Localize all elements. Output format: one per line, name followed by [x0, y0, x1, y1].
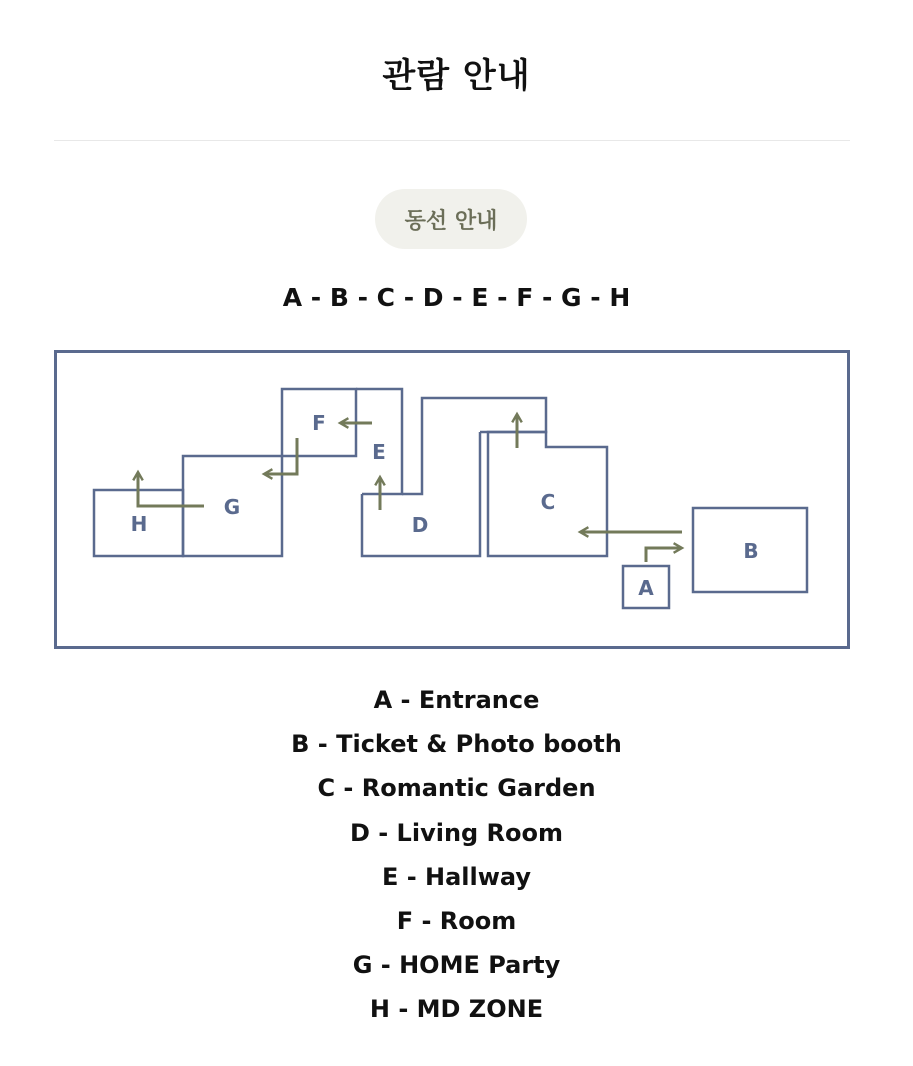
room-label-b: B: [743, 539, 759, 563]
floor-map: [54, 350, 850, 649]
map-frame: [56, 352, 849, 648]
room-d-corridor: [402, 398, 546, 494]
room-label-a: A: [638, 576, 654, 600]
legend-item: F - Room: [396, 906, 517, 935]
legend-item: A - Entrance: [373, 686, 540, 714]
room-legend: [0, 678, 913, 1032]
room-label-c: C: [540, 490, 556, 514]
room-label-h: H: [130, 512, 148, 536]
arrow-a-to-b: [646, 548, 682, 562]
page-title: 관람 안내: [382, 56, 531, 96]
legend-item: E - Hallway: [381, 862, 532, 891]
section-badge: 동선 안내: [375, 189, 527, 249]
title-divider: [54, 140, 850, 141]
room-label-e: E: [372, 440, 386, 464]
legend-item: C - Romantic Garden: [317, 774, 596, 803]
room-label-d: D: [411, 513, 429, 537]
legend-item: D - Living Room: [349, 818, 564, 847]
route-sequence: A - B - C - D - E - F - G - H: [282, 283, 631, 312]
legend-item: H - MD ZONE: [369, 995, 544, 1024]
legend-item: G - HOME Party: [352, 951, 561, 980]
room-label-g: G: [223, 495, 241, 519]
room-label-f: F: [312, 411, 326, 435]
legend-item: B - Ticket & Photo booth: [291, 730, 622, 759]
